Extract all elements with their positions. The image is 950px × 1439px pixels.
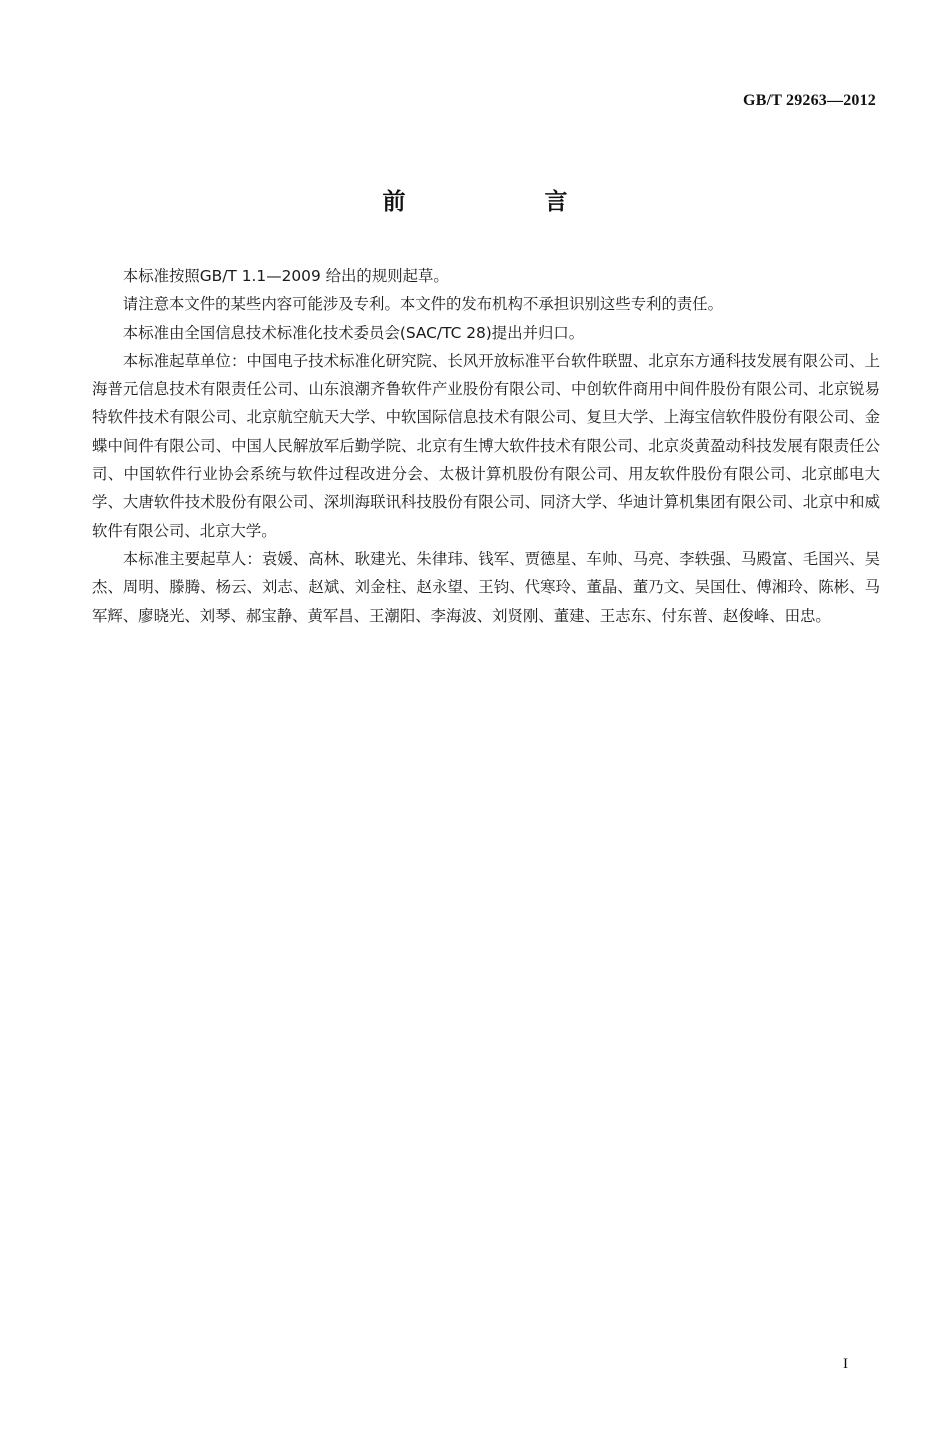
paragraph-drafters: 本标准主要起草人：袁媛、高林、耿建光、朱律玮、钱军、贾德星、车帅、马亮、李轶强、马殿富、毛国兴、吴杰、周明、滕腾、杨云、刘志、赵斌、刘金柱、赵永望、王钧、代寒玲、董晶、董乃文、吴国仕、傅湘玲、陈彬、马军辉、廖晓光、刘琴、郝宝静、黄军昌、王潮阳、李海波、刘贤刚、董建、王志东、付东普、赵俊峰、田忠。: [92, 549, 880, 625]
page-title: 前 言: [382, 189, 626, 215]
paragraph-proposer: 本标准由全国信息技术标准化技术委员会(SAC/TC 28)提出并归口。: [122, 323, 585, 342]
paragraph-drafting-units: 本标准起草单位：中国电子技术标准化研究院、长风开放标准平台软件联盟、北京东方通科技发展有限公司、上海普元信息技术有限责任公司、山东浪潮齐鲁软件产业股份有限公司、中创软件商用中间件股份有限公司、北京锐易特软件技术有限公司、北京航空航天大学、中软国际信息技术有限公司、复旦大学、上海宝信软件股份有限公司、金蝶中间件有限公司、中国人民解放军后勤学院、北京有生博大软件技术有限公司、北京炎黄盈动科技发展有限责任公司、中国软件行业协会系统与软件过程改进分会、太极计算机股份有限公司、用友软件股份有限公司、北京邮电大学、大唐软件技术股份有限公司、深圳海联讯科技股份有限公司、同济大学、华迪计算机集团有限公司、北京中和威软件有限公司、北京大学。: [92, 351, 880, 540]
standard-code: GB/T 29263—2012: [743, 92, 876, 109]
page-number: I: [843, 1356, 848, 1372]
paragraph-patent-notice: 请注意本文件的某些内容可能涉及专利。本文件的发布机构不承担识别这些专利的责任。: [122, 295, 724, 314]
paragraph-drafting-rules: 本标准按照GB/T 1.1—2009 给出的规则起草。: [122, 267, 449, 285]
foreword-body: [92, 262, 880, 630]
